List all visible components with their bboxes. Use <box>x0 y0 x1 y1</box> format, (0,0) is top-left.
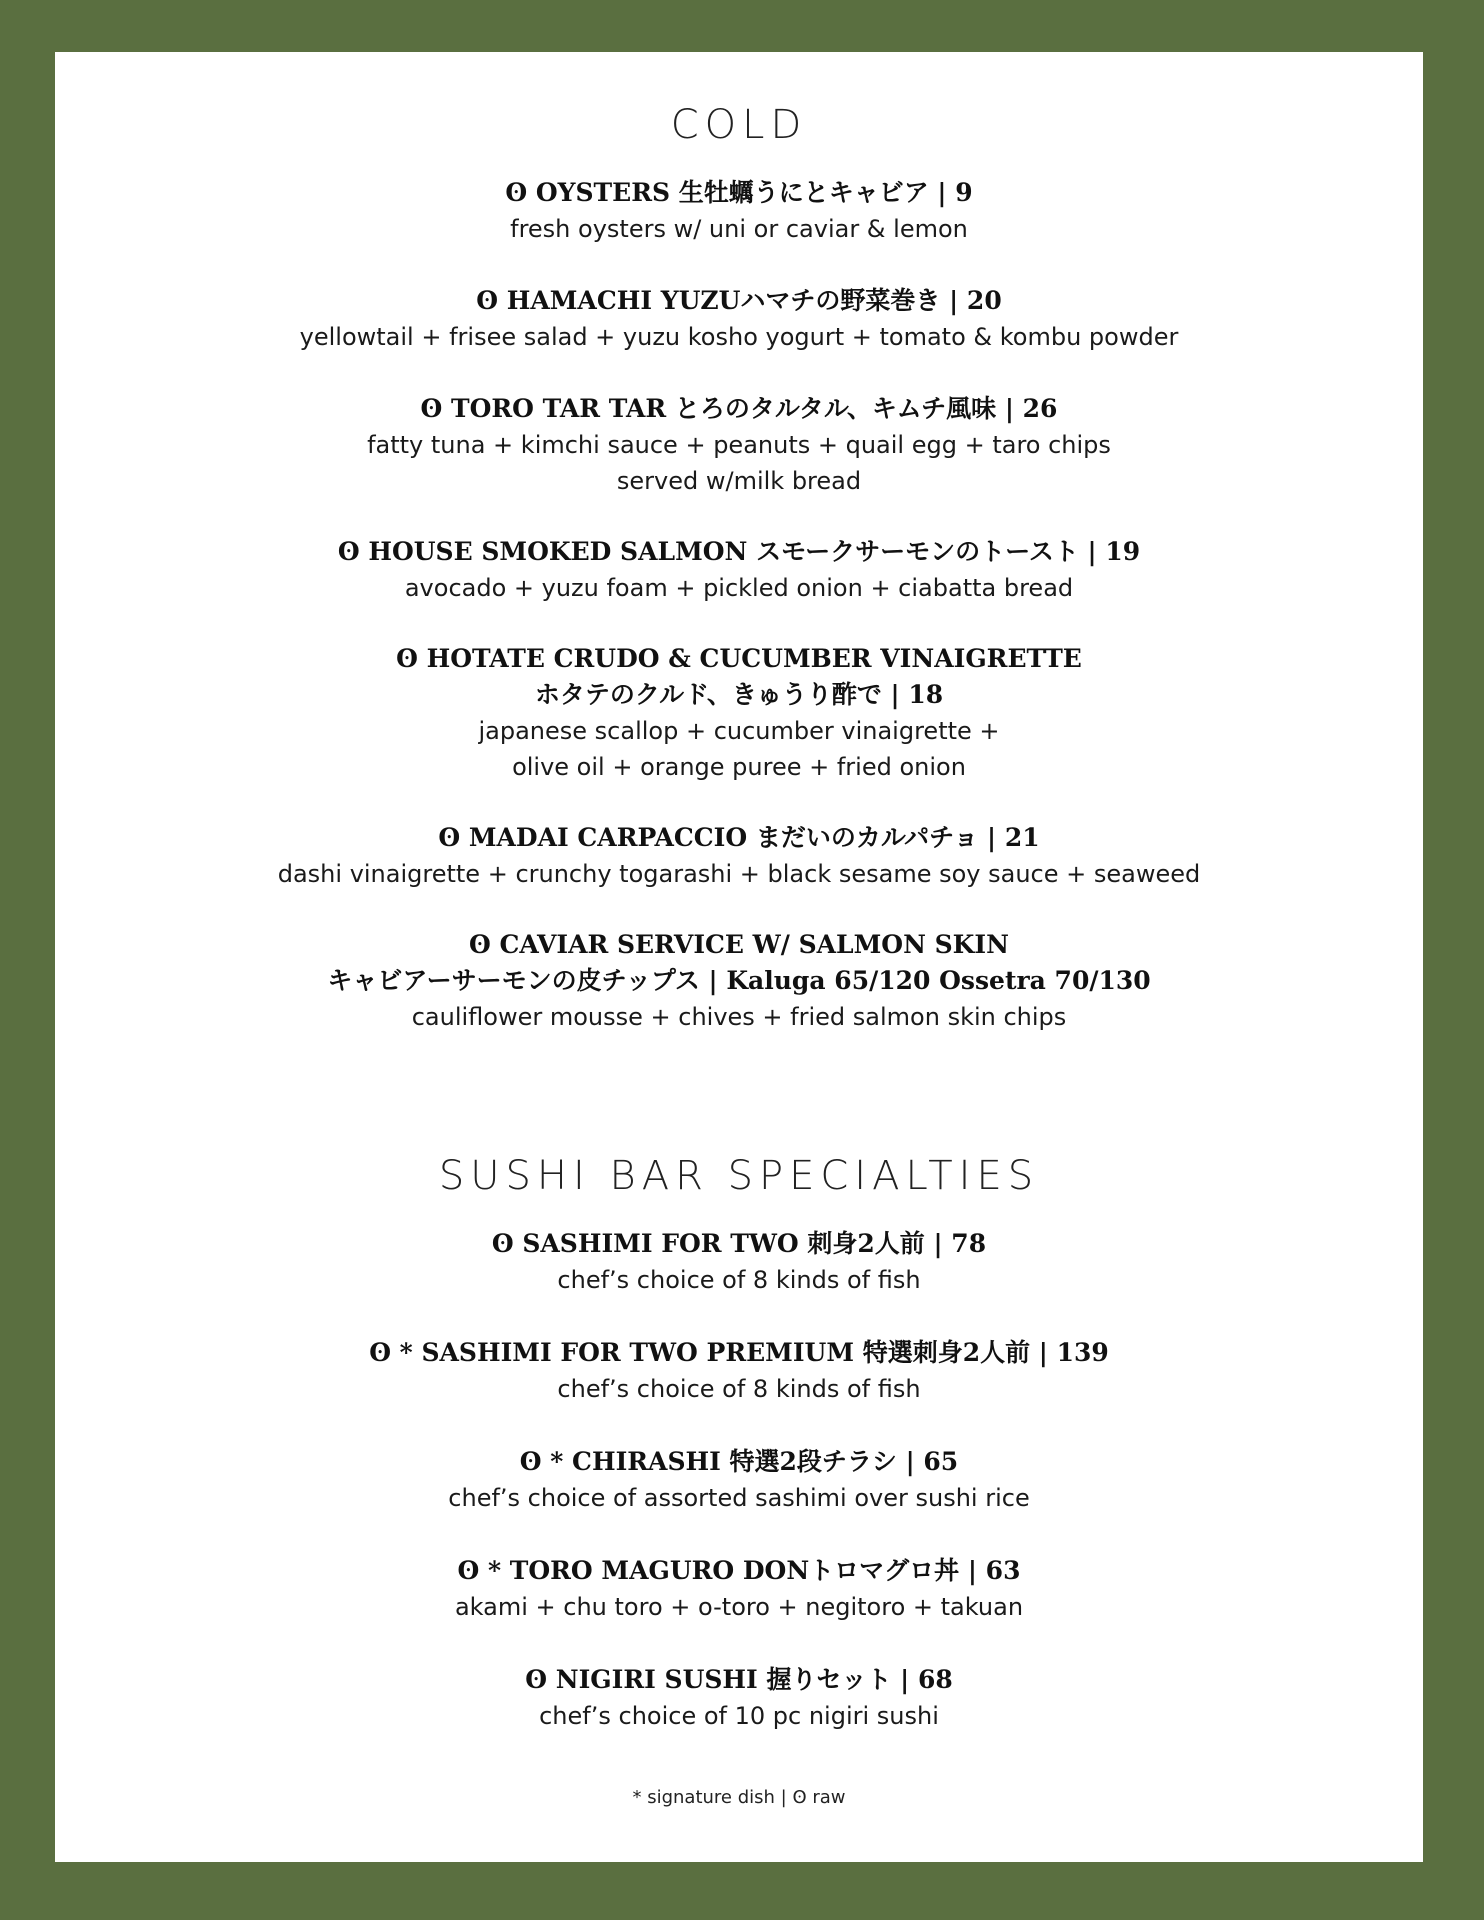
menu-item-sashimi-premium <box>55 1335 1423 1407</box>
item-description: chef’s choice of 8 kinds of fish <box>557 1266 921 1294</box>
item-description: fatty tuna + kimchi sauce + peanuts + quail egg + taro chips <box>367 431 1111 459</box>
menu-item-hamachi-yuzu <box>55 283 1423 355</box>
menu-item-house-smoked-salmon <box>55 534 1423 606</box>
menu-page <box>55 52 1423 1862</box>
item-description: akami + chu toro + o-toro + negitoro + takuan <box>454 1593 1024 1621</box>
menu-item-sashimi-for-two <box>55 1226 1423 1298</box>
item-name: ʘ CAVIAR SERVICE W/ SALMON SKIN <box>469 930 1009 959</box>
menu-item-caviar-service <box>55 927 1423 1035</box>
item-description: fresh oysters w/ uni or caviar & lemon <box>510 215 968 243</box>
item-name: ʘ HOUSE SMOKED SALMON スモークサーモンのトースト | 19 <box>337 537 1141 566</box>
item-description: japanese scallop + cucumber vinaigrette + <box>478 717 1000 745</box>
item-name: ʘ OYSTERS 生牡蠣うにとキャビア | 9 <box>505 178 973 207</box>
menu-item-toro-maguro-don <box>55 1553 1423 1625</box>
menu-item-nigiri-sushi <box>55 1662 1423 1734</box>
item-name-japanese: キャビアーサーモンの皮チップス | Kaluga 65/120 Ossetra 70/130 <box>327 966 1151 995</box>
item-name: ʘ MADAI CARPACCIO まだいのカルパチョ | 21 <box>438 823 1040 852</box>
item-name: ʘ * SASHIMI FOR TWO PREMIUM 特選刺身2人前 | 139 <box>369 1338 1109 1367</box>
item-description: yellowtail + frisee salad + yuzu kosho yogurt + tomato & kombu powder <box>299 323 1179 351</box>
item-name-japanese: ホタテのクルド、きゅうり酢で | 18 <box>534 680 944 709</box>
item-name: ʘ * TORO MAGURO DONトロマグロ丼 | 63 <box>457 1556 1021 1585</box>
item-description: cauliflower mousse + chives + fried salmon skin chips <box>411 1003 1067 1031</box>
item-description: olive oil + orange puree + fried onion <box>512 753 966 781</box>
item-description: chef’s choice of 10 pc nigiri sushi <box>539 1702 939 1730</box>
section-title-sushi-bar: SUSHI BAR SPECIALTIES <box>438 1153 1040 1199</box>
item-description: chef’s choice of 8 kinds of fish <box>557 1375 921 1403</box>
item-description: dashi vinaigrette + crunchy togarashi + black sesame soy sauce + seaweed <box>277 860 1201 888</box>
menu-item-oysters <box>55 175 1423 247</box>
item-description: avocado + yuzu foam + pickled onion + ciabatta bread <box>404 574 1074 602</box>
item-name: ʘ HAMACHI YUZUハマチの野菜巻き | 20 <box>476 286 1002 315</box>
footnote-legend: * signature dish | ʘ raw <box>632 1787 846 1808</box>
menu-item-chirashi <box>55 1444 1423 1516</box>
menu-item-hotate-crudo <box>55 641 1423 785</box>
item-name: ʘ * CHIRASHI 特選2段チラシ | 65 <box>519 1447 959 1476</box>
section-title-cold: COLD <box>670 102 808 148</box>
menu-item-toro-tar-tar <box>55 391 1423 499</box>
item-name: ʘ HOTATE CRUDO & CUCUMBER VINAIGRETTE <box>396 644 1082 673</box>
item-name: ʘ NIGIRI SUSHI 握りセット | 68 <box>525 1665 953 1694</box>
menu-item-madai-carpaccio <box>55 820 1423 892</box>
item-description: served w/milk bread <box>616 467 862 495</box>
item-name: ʘ SASHIMI FOR TWO 刺身2人前 | 78 <box>491 1229 987 1258</box>
item-name: ʘ TORO TAR TAR とろのタルタル、キムチ風味 | 26 <box>420 394 1058 423</box>
item-description: chef’s choice of assorted sashimi over sushi rice <box>448 1484 1030 1512</box>
